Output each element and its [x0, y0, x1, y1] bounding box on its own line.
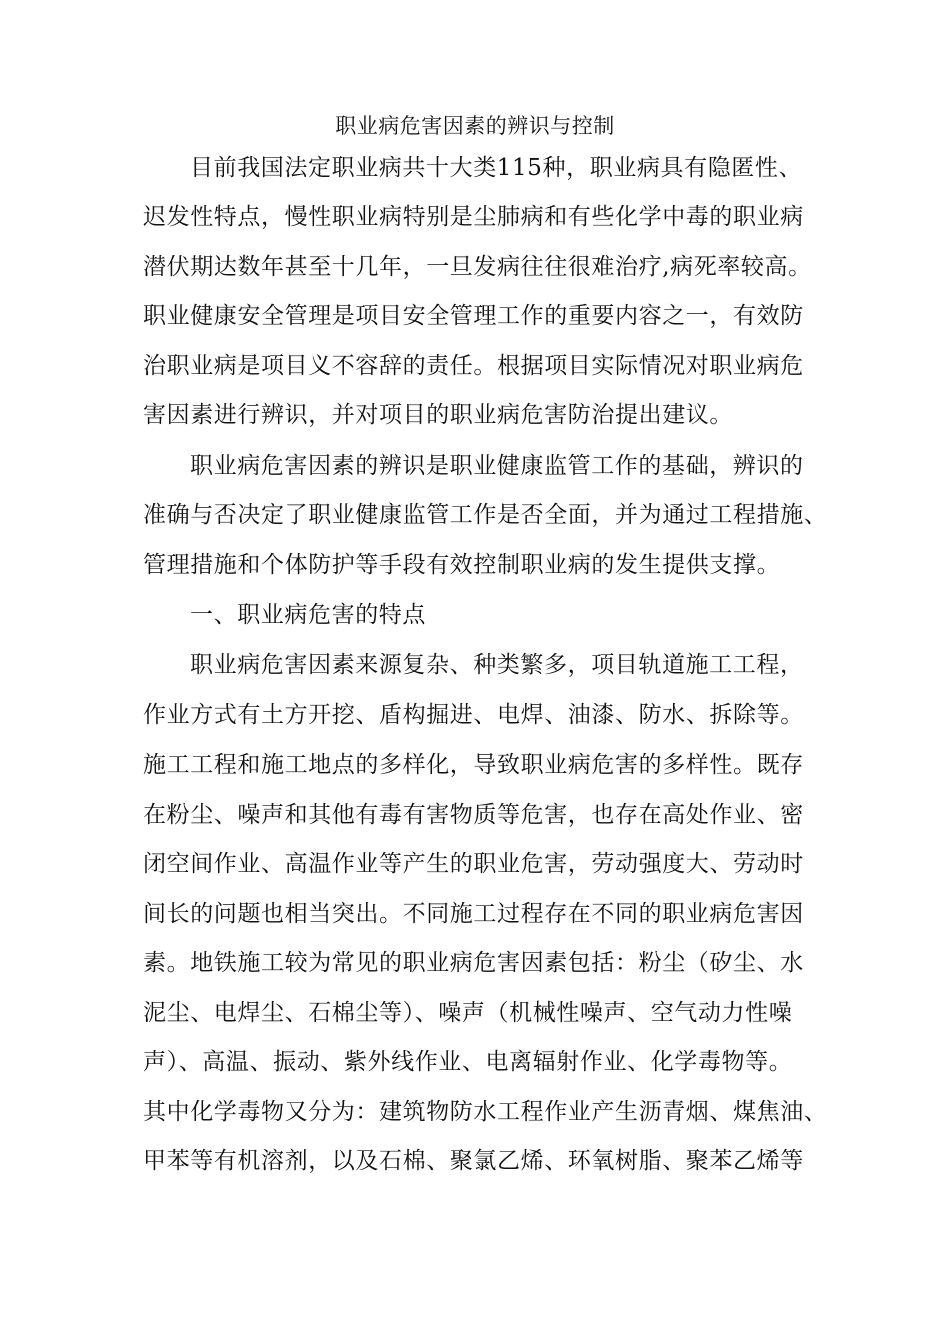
text-line: 治职业病是项目义不容辞的责任。根据项目实际情况对职业病危 [143, 353, 804, 379]
text-line: 目前我国法定职业病共十大类115种，职业病具有隐匿性、 [190, 155, 803, 181]
text-line: 职业病危害因素来源复杂、种类繁多，项目轨道施工工程， [190, 652, 804, 678]
text-line: 泥尘、电焊尘、石棉尘等）、噪声（机械性噪声、空气动力性噪 [143, 1000, 793, 1026]
section-heading: 一、职业病危害的特点 [190, 602, 426, 628]
text-line: 其中化学毒物又分为：建筑物防水工程作业产生沥青烟、煤焦油、 [143, 1099, 828, 1125]
text-line: 管理措施和个体防护等手段有效控制职业病的发生提供支撑。 [143, 552, 781, 578]
text-line: 甲苯等有机溶剂，以及石棉、聚氯乙烯、环氧树脂、聚苯乙烯等 [143, 1148, 804, 1174]
text-line: 职业健康安全管理是项目安全管理工作的重要内容之一，有效防 [143, 303, 804, 329]
text-line: 声）、高温、振动、紫外线作业、电离辐射作业、化学毒物等。 [143, 1049, 793, 1075]
text-line: 素。地铁施工较为常见的职业病危害因素包括：粉尘（矽尘、水 [143, 950, 804, 976]
text-line: 在粉尘、噪声和其他有毒有害物质等危害，也存在高处作业、密 [143, 802, 804, 828]
text-line: 潜伏期达数年甚至十几年，一旦发病往往很难治疗,病死率较高。 [143, 254, 812, 280]
document-title: 职业病危害因素的辨识与控制 [335, 114, 615, 138]
text-line: 作业方式有土方开挖、盾构掘进、电焊、油漆、防水、拆除等。 [143, 702, 804, 728]
text-line: 职业病危害因素的辨识是职业健康监管工作的基础，辨识的 [190, 453, 804, 479]
text-line: 施工工程和施工地点的多样化，导致职业病危害的多样性。既存 [143, 752, 804, 778]
text-line: 间长的问题也相当突出。不同施工过程存在不同的职业病危害因 [143, 901, 804, 927]
text-line: 迟发性特点，慢性职业病特别是尘肺病和有些化学中毒的职业病 [143, 204, 804, 230]
text-line: 闭空间作业、高温作业等产生的职业危害，劳动强度大、劳动时 [143, 851, 804, 877]
text-line: 准确与否决定了职业健康监管工作是否全面，并为通过工程措施、 [143, 502, 828, 528]
text-line: 害因素进行辨识，并对项目的职业病危害防治提出建议。 [143, 402, 733, 428]
